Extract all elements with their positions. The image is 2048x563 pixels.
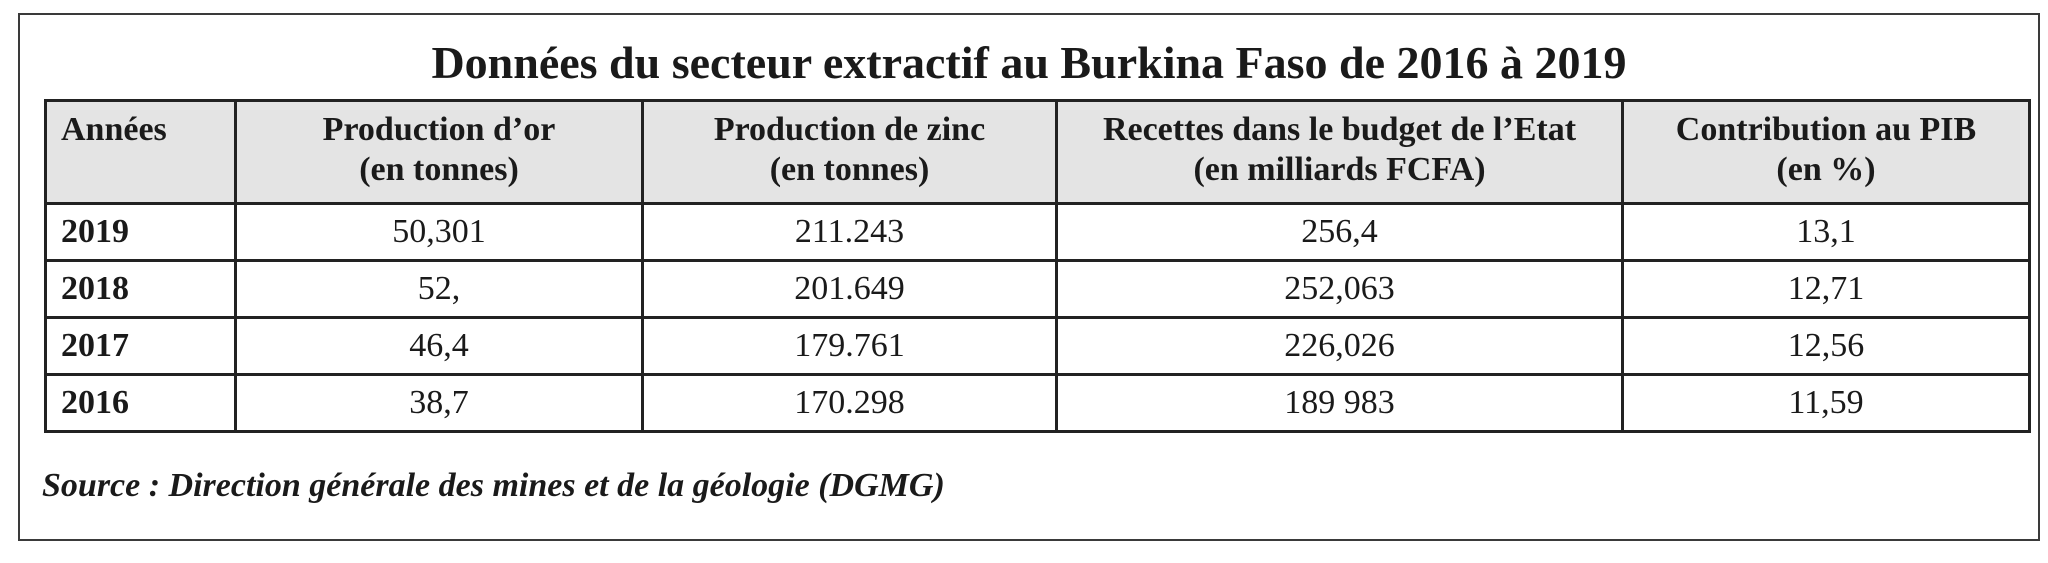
- source-note: Source : Direction générale des mines et de la géologie (DGMG): [42, 467, 945, 504]
- table-row: [46, 261, 2030, 318]
- cell-gold: 46,4: [236, 318, 643, 375]
- cell-gdp: 11,59: [1623, 375, 2030, 432]
- cell-revenue: 226,026: [1057, 318, 1623, 375]
- header-contribution-pib: Contribution au PIB (en %): [1623, 101, 2030, 204]
- header-annees: Années: [46, 101, 236, 204]
- cell-gdp: 13,1: [1623, 204, 2030, 261]
- cell-revenue: 256,4: [1057, 204, 1623, 261]
- cell-zinc: 201.649: [643, 261, 1057, 318]
- cell-gdp: 12,71: [1623, 261, 2030, 318]
- table-title: Données du secteur extractif au Burkina Faso de 2016 à 2019: [431, 37, 1627, 88]
- header-recettes-budget: Recettes dans le budget de l’Etat (en milliards FCFA): [1057, 101, 1623, 204]
- table-row: [46, 318, 2030, 375]
- cell-zinc: 179.761: [643, 318, 1057, 375]
- cell-year: 2018: [46, 261, 236, 318]
- document-frame: [18, 13, 2040, 541]
- cell-zinc: 211.243: [643, 204, 1057, 261]
- table-row: [46, 375, 2030, 432]
- cell-revenue: 252,063: [1057, 261, 1623, 318]
- cell-revenue: 189 983: [1057, 375, 1623, 432]
- cell-year: 2016: [46, 375, 236, 432]
- header-row: [46, 101, 2030, 204]
- header-production-or: Production d’or (en tonnes): [236, 101, 643, 204]
- cell-gold: 50,301: [236, 204, 643, 261]
- header-production-zinc: Production de zinc (en tonnes): [643, 101, 1057, 204]
- table-row: [46, 204, 2030, 261]
- data-table: [44, 99, 2031, 433]
- cell-gold: 38,7: [236, 375, 643, 432]
- cell-zinc: 170.298: [643, 375, 1057, 432]
- cell-year: 2019: [46, 204, 236, 261]
- cell-year: 2017: [46, 318, 236, 375]
- cell-gdp: 12,56: [1623, 318, 2030, 375]
- cell-gold: 52,: [236, 261, 643, 318]
